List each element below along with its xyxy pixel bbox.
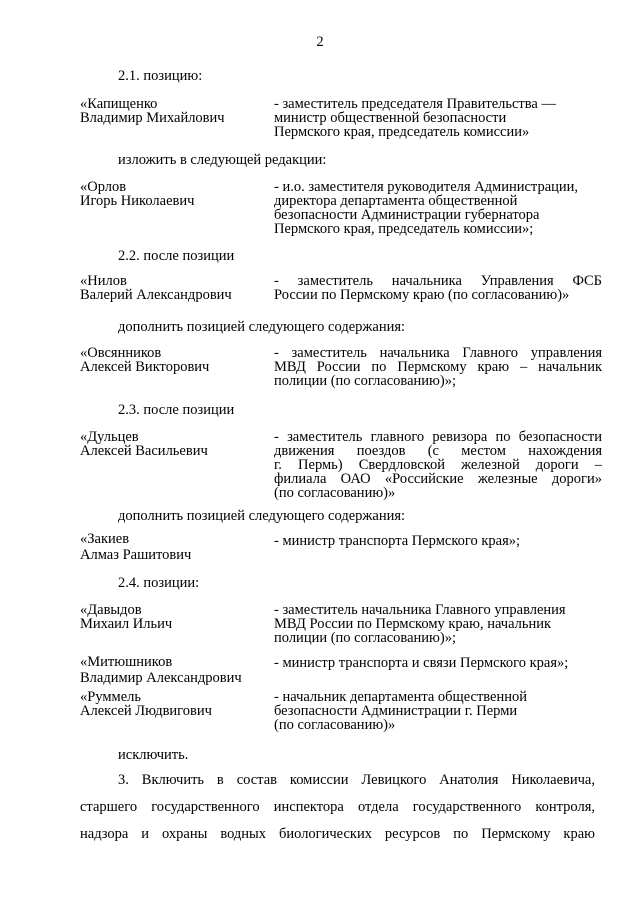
position-line: (по согласованию)» — [274, 717, 396, 733]
position-line: - начальник департамента общественной — [274, 689, 528, 705]
position-line: (по согласованию)» — [274, 485, 396, 501]
position-line: - министр транспорта и связи Пермского края»; — [274, 655, 569, 671]
position-line: МВД России по Пермскому краю, начальник — [274, 616, 552, 632]
position-line: - министр транспорта Пермского края»; — [274, 533, 521, 549]
person-position — [274, 274, 602, 302]
position-line: - заместитель начальника Главного управления — [274, 602, 566, 618]
position-line: - заместитель начальника Управления ФСБ — [274, 273, 602, 289]
person-name — [80, 430, 270, 458]
person-name — [80, 654, 270, 686]
position-line: России по Пермскому краю (по согласованию)» — [274, 287, 570, 303]
person-surname: «Руммель — [80, 689, 142, 705]
person-surname: «Нилов — [80, 273, 127, 289]
paragraph-line: старшего государственного инспектора отдела государственного контроля, — [80, 799, 595, 815]
instruction-text: изложить в следующей редакции: — [118, 152, 327, 168]
position-line: безопасности Администрации губернатора — [274, 207, 540, 223]
person-given-names: Владимир Михайлович — [80, 110, 225, 126]
person-position — [274, 97, 602, 139]
person-surname: «Митюшников — [80, 654, 173, 670]
section-heading-2-1: 2.1. позицию: — [118, 68, 203, 84]
person-surname: «Давыдов — [80, 602, 142, 618]
section-heading-2-3: 2.3. после позиции — [118, 402, 235, 418]
position-line: - заместитель председателя Правительства — — [274, 96, 556, 112]
person-surname: «Капищенко — [80, 96, 158, 112]
person-position — [274, 690, 602, 732]
paragraph-3 — [80, 767, 595, 848]
position-line: г. Пермь) Свердловской железной дороги – — [274, 457, 602, 473]
person-surname: «Закиев — [80, 531, 130, 547]
paragraph-line: надзора и охраны водных биологических ресурсов по Пермскому краю — [80, 826, 595, 842]
person-name — [80, 346, 270, 374]
position-line: полиции (по согласованию)»; — [274, 373, 456, 389]
person-position — [274, 603, 602, 645]
position-line: Пермского края, председатель комиссии» — [274, 124, 530, 140]
section-heading-2-2: 2.2. после позиции — [118, 248, 235, 264]
person-given-names: Игорь Николаевич — [80, 193, 195, 209]
person-position — [274, 534, 602, 548]
person-given-names: Алексей Васильевич — [80, 443, 208, 459]
paragraph-line: 3. Включить в состав комиссии Левицкого Анатолия Николаевича, — [118, 772, 595, 788]
person-given-names: Алмаз Рашитович — [80, 547, 192, 563]
person-surname: «Орлов — [80, 179, 127, 195]
person-name — [80, 97, 270, 125]
position-line: министр общественной безопасности — [274, 110, 507, 126]
position-line: МВД России по Пермскому краю – начальник — [274, 359, 602, 375]
page-number: 2 — [316, 34, 324, 50]
position-line: движения поездов (с местом нахождения — [274, 443, 602, 459]
position-line: - и.о. заместителя руководителя Администрации, — [274, 179, 579, 195]
person-surname: «Дульцев — [80, 429, 139, 445]
instruction-text: исключить. — [118, 747, 189, 763]
person-given-names: Алексей Людвигович — [80, 703, 212, 719]
position-line: директора департамента общественной — [274, 193, 518, 209]
person-given-names: Алексей Викторович — [80, 359, 210, 375]
person-position — [274, 656, 602, 670]
person-name — [80, 690, 270, 718]
position-line: Пермского края, председатель комиссии»; — [274, 221, 534, 237]
person-position — [274, 346, 602, 388]
section-heading-2-4: 2.4. позиции: — [118, 575, 200, 591]
person-given-names: Михаил Ильич — [80, 616, 173, 632]
position-line: - заместитель начальника Главного управления — [274, 345, 602, 361]
position-line: полиции (по согласованию)»; — [274, 630, 456, 646]
person-name — [80, 274, 270, 302]
person-name — [80, 180, 270, 208]
position-line: - заместитель главного ревизора по безопасности — [274, 429, 602, 445]
person-name — [80, 603, 270, 631]
person-given-names: Валерий Александрович — [80, 287, 232, 303]
person-name — [80, 531, 270, 563]
person-position — [274, 430, 602, 500]
instruction-text: дополнить позицией следующего содержания: — [118, 508, 406, 524]
person-position — [274, 180, 602, 236]
person-surname: «Овсянников — [80, 345, 162, 361]
position-line: безопасности Администрации г. Перми — [274, 703, 518, 719]
instruction-text: дополнить позицией следующего содержания: — [118, 319, 406, 335]
person-given-names: Владимир Александрович — [80, 670, 242, 686]
position-line: филиала ОАО «Российские железные дороги» — [274, 471, 602, 487]
